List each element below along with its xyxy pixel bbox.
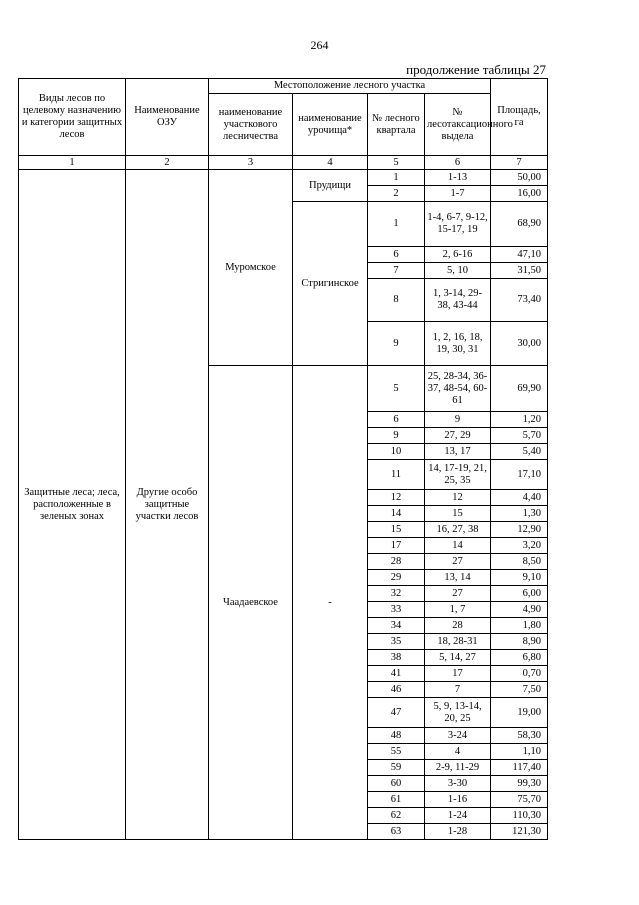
area-cell: 6,80: [491, 650, 548, 666]
kvartal-cell: 35: [368, 634, 425, 650]
kvartal-cell: 6: [368, 247, 425, 263]
area-cell: 12,90: [491, 522, 548, 538]
vydel-cell: 2, 6-16: [425, 247, 491, 263]
area-cell: 0,70: [491, 666, 548, 682]
vydel-cell: 17: [425, 666, 491, 682]
area-cell: 110,30: [491, 808, 548, 824]
area-cell: 17,10: [491, 460, 548, 490]
vydel-cell: 4: [425, 744, 491, 760]
kvartal-cell: 32: [368, 586, 425, 602]
column-number: 6: [425, 156, 491, 170]
area-cell: 75,70: [491, 792, 548, 808]
header-forestry: наименование участкового лесничества: [209, 94, 293, 156]
kvartal-cell: 61: [368, 792, 425, 808]
kvartal-cell: 15: [368, 522, 425, 538]
kvartal-cell: 12: [368, 490, 425, 506]
kvartal-cell: 9: [368, 322, 425, 366]
table-continuation-label: продолжение таблицы 27: [406, 62, 546, 77]
header-forest-type: Виды лесов по целевому назначению и категории защитных лесов: [19, 79, 126, 156]
area-cell: 50,00: [491, 170, 548, 186]
area-cell: 69,90: [491, 366, 548, 412]
kvartal-cell: 60: [368, 776, 425, 792]
kvartal-cell: 33: [368, 602, 425, 618]
tract-cell: -: [293, 366, 368, 840]
vydel-cell: 1, 7: [425, 602, 491, 618]
area-cell: 4,40: [491, 490, 548, 506]
kvartal-cell: 14: [368, 506, 425, 522]
forestry-cell: Чаадаевское: [209, 366, 293, 840]
kvartal-cell: 11: [368, 460, 425, 490]
vydel-cell: 1-13: [425, 170, 491, 186]
vydel-cell: 15: [425, 506, 491, 522]
area-cell: 19,00: [491, 698, 548, 728]
tract-cell: Стригинское: [293, 202, 368, 366]
area-cell: 3,20: [491, 538, 548, 554]
table-header: [19, 79, 548, 170]
area-cell: 8,90: [491, 634, 548, 650]
vydel-cell: 25, 28-34, 36-37, 48-54, 60-61: [425, 366, 491, 412]
header-tract: наименование урочища*: [293, 94, 368, 156]
tract-cell: Прудищи: [293, 170, 368, 202]
vydel-cell: 5, 10: [425, 263, 491, 279]
kvartal-cell: 41: [368, 666, 425, 682]
vydel-cell: 18, 28-31: [425, 634, 491, 650]
kvartal-cell: 63: [368, 824, 425, 840]
area-cell: 6,00: [491, 586, 548, 602]
forest-type-cell: Защитные леса; леса, расположенные в зеленых зонах: [19, 170, 126, 840]
vydel-cell: 13, 17: [425, 444, 491, 460]
vydel-cell: 14, 17-19, 21, 25, 35: [425, 460, 491, 490]
vydel-cell: 13, 14: [425, 570, 491, 586]
header-kvartal: № лесного квартала: [368, 94, 425, 156]
vydel-cell: 5, 9, 13-14, 20, 25: [425, 698, 491, 728]
vydel-cell: 14: [425, 538, 491, 554]
kvartal-cell: 2: [368, 186, 425, 202]
area-cell: 47,10: [491, 247, 548, 263]
kvartal-cell: 62: [368, 808, 425, 824]
vydel-cell: 5, 14, 27: [425, 650, 491, 666]
kvartal-cell: 1: [368, 170, 425, 186]
header-vydel: № лесотаксационного выдела: [425, 94, 491, 156]
vydel-cell: 9: [425, 412, 491, 428]
forest-plots-table: [18, 78, 548, 840]
area-cell: 1,20: [491, 412, 548, 428]
area-cell: 1,10: [491, 744, 548, 760]
area-cell: 8,50: [491, 554, 548, 570]
area-cell: 9,10: [491, 570, 548, 586]
ozu-name-cell: Другие особо защитные участки лесов: [126, 170, 209, 840]
kvartal-cell: 59: [368, 760, 425, 776]
vydel-cell: 7: [425, 682, 491, 698]
area-cell: 117,40: [491, 760, 548, 776]
vydel-cell: 3-30: [425, 776, 491, 792]
table-body: [19, 170, 548, 840]
area-cell: 30,00: [491, 322, 548, 366]
area-cell: 73,40: [491, 279, 548, 322]
vydel-cell: 1, 2, 16, 18, 19, 30, 31: [425, 322, 491, 366]
kvartal-cell: 38: [368, 650, 425, 666]
area-cell: 68,90: [491, 202, 548, 247]
vydel-cell: 12: [425, 490, 491, 506]
kvartal-cell: 1: [368, 202, 425, 247]
vydel-cell: 1-28: [425, 824, 491, 840]
table-row: [19, 170, 548, 186]
kvartal-cell: 7: [368, 263, 425, 279]
area-cell: 7,50: [491, 682, 548, 698]
column-number-row: [19, 156, 548, 170]
area-cell: 99,30: [491, 776, 548, 792]
area-cell: 5,70: [491, 428, 548, 444]
area-cell: 1,30: [491, 506, 548, 522]
kvartal-cell: 46: [368, 682, 425, 698]
vydel-cell: 1, 3-14, 29-38, 43-44: [425, 279, 491, 322]
column-number: 4: [293, 156, 368, 170]
vydel-cell: 27: [425, 586, 491, 602]
kvartal-cell: 29: [368, 570, 425, 586]
vydel-cell: 2-9, 11-29: [425, 760, 491, 776]
header-ozu-name: Наименование ОЗУ: [126, 79, 209, 156]
kvartal-cell: 55: [368, 744, 425, 760]
header-area: Площадь, га: [491, 79, 548, 156]
vydel-cell: 3-24: [425, 728, 491, 744]
kvartal-cell: 5: [368, 366, 425, 412]
area-cell: 16,00: [491, 186, 548, 202]
kvartal-cell: 10: [368, 444, 425, 460]
vydel-cell: 1-4, 6-7, 9-12, 15-17, 19: [425, 202, 491, 247]
area-cell: 58,30: [491, 728, 548, 744]
area-cell: 1,80: [491, 618, 548, 634]
forestry-cell: Муромское: [209, 170, 293, 366]
area-cell: 31,50: [491, 263, 548, 279]
kvartal-cell: 34: [368, 618, 425, 634]
vydel-cell: 1-24: [425, 808, 491, 824]
vydel-cell: 27: [425, 554, 491, 570]
column-number: 7: [491, 156, 548, 170]
vydel-cell: 27, 29: [425, 428, 491, 444]
area-cell: 5,40: [491, 444, 548, 460]
kvartal-cell: 28: [368, 554, 425, 570]
kvartal-cell: 47: [368, 698, 425, 728]
area-cell: 4,90: [491, 602, 548, 618]
page-number: 264: [310, 38, 329, 52]
vydel-cell: 1-7: [425, 186, 491, 202]
vydel-cell: 28: [425, 618, 491, 634]
kvartal-cell: 9: [368, 428, 425, 444]
column-number: 3: [209, 156, 293, 170]
kvartal-cell: 48: [368, 728, 425, 744]
column-number: 2: [126, 156, 209, 170]
column-number: 1: [19, 156, 126, 170]
vydel-cell: 16, 27, 38: [425, 522, 491, 538]
kvartal-cell: 6: [368, 412, 425, 428]
area-cell: 121,30: [491, 824, 548, 840]
header-location-group: Местоположение лесного участка: [209, 79, 491, 94]
kvartal-cell: 8: [368, 279, 425, 322]
vydel-cell: 1-16: [425, 792, 491, 808]
column-number: 5: [368, 156, 425, 170]
kvartal-cell: 17: [368, 538, 425, 554]
